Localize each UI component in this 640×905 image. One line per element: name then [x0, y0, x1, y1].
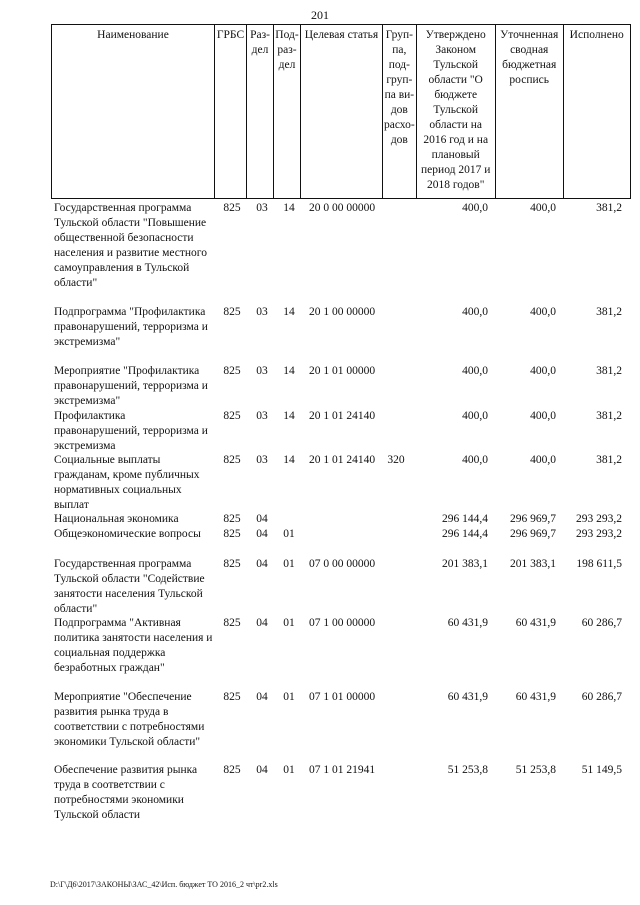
table-header [51, 24, 631, 199]
row-refined: 400,0 [530, 202, 556, 214]
row-podrazdel: 14 [283, 410, 295, 422]
row-executed: 293 293,2 [576, 528, 622, 540]
header-grbs: ГРБС [215, 25, 247, 199]
row-name: Социальные выплаты гражданам, кроме публичных нормативных социальных выплат [54, 454, 200, 511]
row-grbs: 825 [223, 365, 241, 377]
row-executed: 60 286,7 [581, 617, 622, 629]
row-grbs: 825 [223, 410, 241, 422]
row-refined: 51 253,8 [515, 764, 556, 776]
row-podrazdel: 14 [283, 454, 295, 466]
row-target-article: 20 1 01 00000 [308, 365, 376, 377]
row-razdel: 04 [256, 764, 268, 776]
page-number: 201 [311, 8, 329, 22]
row-executed: 381,2 [596, 202, 622, 214]
row-grbs: 825 [223, 528, 241, 540]
row-grbs: 825 [223, 513, 241, 525]
row-executed: 198 611,5 [576, 558, 622, 570]
row-refined: 60 431,9 [515, 617, 556, 629]
row-podrazdel: 01 [283, 764, 295, 776]
row-target-article: 20 1 01 24140 [308, 454, 376, 466]
row-grbs: 825 [223, 454, 241, 466]
row-refined: 400,0 [530, 365, 556, 377]
row-target-article: 20 1 00 00000 [308, 306, 376, 318]
row-approved: 400,0 [462, 365, 488, 377]
header-refined: Уточненная сводная бюджетная роспись [495, 25, 563, 199]
row-refined: 296 969,7 [510, 513, 556, 525]
row-approved: 60 431,9 [447, 617, 488, 629]
row-name: Государственная программа Тульской области "Содействие занятости населения Тульской области" [54, 558, 205, 615]
file-path-footer: D:\Г\Д6\2017\ЗАКОНЫ\ЗАС_42\Исп. бюджет ТО 2016_2 чт\pr2.xls [50, 880, 278, 889]
row-name: Профилактика правонарушений, терроризма и экстремизма [54, 410, 208, 452]
row-executed: 51 149,5 [581, 764, 622, 776]
row-approved: 51 253,8 [447, 764, 488, 776]
row-target-article: 20 1 01 24140 [308, 410, 376, 422]
row-approved: 296 144,4 [442, 528, 488, 540]
header-target-article: Целевая статья [301, 25, 383, 199]
row-executed: 60 286,7 [581, 691, 622, 703]
row-razdel: 04 [256, 691, 268, 703]
row-razdel: 04 [256, 513, 268, 525]
row-grbs: 825 [223, 558, 241, 570]
row-refined: 296 969,7 [510, 528, 556, 540]
row-approved: 400,0 [462, 454, 488, 466]
row-podrazdel: 01 [283, 528, 295, 540]
row-razdel: 03 [256, 454, 268, 466]
row-grbs: 825 [223, 691, 241, 703]
row-refined: 400,0 [530, 306, 556, 318]
row-target-article: 07 0 00 00000 [308, 558, 376, 570]
row-approved: 60 431,9 [447, 691, 488, 703]
row-expense-group: 320 [387, 454, 405, 466]
row-executed: 381,2 [596, 365, 622, 377]
row-podrazdel: 01 [283, 691, 295, 703]
row-refined: 60 431,9 [515, 691, 556, 703]
header-executed: Исполнено [563, 25, 630, 199]
row-target-article: 07 1 01 21941 [308, 764, 376, 776]
row-executed: 381,2 [596, 306, 622, 318]
row-target-article: 07 1 01 00000 [308, 691, 376, 703]
row-name: Государственная программа Тульской области "Повышение общественной безопасности населения и развитие местного самоуправления в Тульской области" [54, 202, 207, 289]
row-name: Мероприятие "Профилактика правонарушений, терроризма и экстремизма" [54, 365, 208, 407]
header-podrazdel: Под-раз-дел [274, 25, 301, 199]
row-razdel: 04 [256, 558, 268, 570]
row-name: Подпрограмма "Активная политика занятости населения и социальная поддержка безработных граждан" [54, 617, 213, 674]
row-approved: 400,0 [462, 410, 488, 422]
row-approved: 296 144,4 [442, 513, 488, 525]
row-refined: 201 383,1 [510, 558, 556, 570]
row-approved: 400,0 [462, 306, 488, 318]
row-razdel: 03 [256, 410, 268, 422]
row-razdel: 04 [256, 617, 268, 629]
header-expense-group: Груп-па, под-груп-па ви-дов расхо-дов [383, 25, 417, 199]
row-executed: 381,2 [596, 454, 622, 466]
header-name: Наименование [52, 25, 215, 199]
row-grbs: 825 [223, 764, 241, 776]
row-grbs: 825 [223, 202, 241, 214]
row-razdel: 03 [256, 202, 268, 214]
row-razdel: 04 [256, 528, 268, 540]
row-name: Общеэкономические вопросы [54, 528, 201, 540]
row-executed: 293 293,2 [576, 513, 622, 525]
row-refined: 400,0 [530, 410, 556, 422]
row-razdel: 03 [256, 306, 268, 318]
row-name: Обеспечение развития рынка труда в соответствии с потребностями экономики Тульской области [54, 764, 198, 821]
row-approved: 201 383,1 [442, 558, 488, 570]
header-razdel: Раз-дел [247, 25, 274, 199]
row-grbs: 825 [223, 617, 241, 629]
row-grbs: 825 [223, 306, 241, 318]
row-target-article: 07 1 00 00000 [308, 617, 376, 629]
row-name: Национальная экономика [54, 513, 179, 525]
row-refined: 400,0 [530, 454, 556, 466]
row-podrazdel: 14 [283, 202, 295, 214]
row-name: Мероприятие "Обеспечение развития рынка труда в соответствии с потребностями экономики Тульской области" [54, 691, 205, 748]
row-podrazdel: 14 [283, 306, 295, 318]
row-approved: 400,0 [462, 202, 488, 214]
row-executed: 381,2 [596, 410, 622, 422]
row-razdel: 03 [256, 365, 268, 377]
row-podrazdel: 01 [283, 558, 295, 570]
header-approved: Утверждено Законом Тульской области "О бюджете Тульской области на 2016 год и на плановый период 2017 и 2018 годов" [416, 25, 495, 199]
row-target-article: 20 0 00 00000 [308, 202, 376, 214]
row-name: Подпрограмма "Профилактика правонарушений, терроризма и экстремизма" [54, 306, 208, 348]
row-podrazdel: 01 [283, 617, 295, 629]
row-podrazdel: 14 [283, 365, 295, 377]
